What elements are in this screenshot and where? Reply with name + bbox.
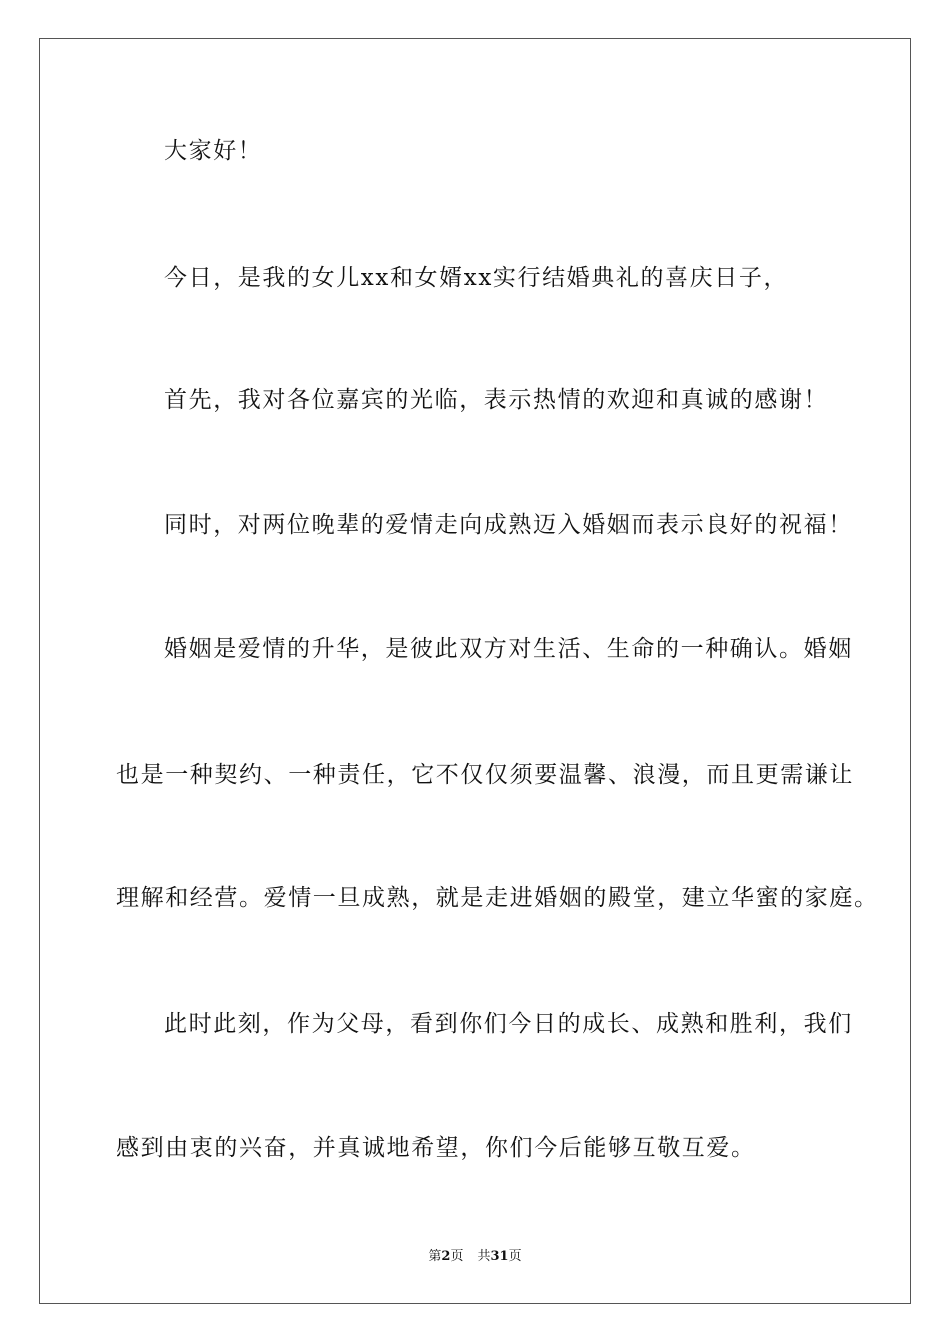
paragraph-thanks: 首先，我对各位嘉宾的光临，表示热情的欢迎和真诚的感谢！ [164, 387, 829, 413]
total-pages: 31 [490, 1249, 509, 1264]
paragraph-marriage-line-1: 婚姻是爱情的升华，是彼此双方对生活、生命的一种确认。婚姻 [164, 636, 853, 662]
page-prefix: 第 [428, 1249, 442, 1264]
paragraph-parents-line-2: 感到由衷的兴奋，并真诚地希望，你们今后能够互敬互爱。 [116, 1135, 756, 1161]
paragraph-blessing: 同时，对两位晚辈的爱情走向成熟迈入婚姻而表示良好的祝福！ [164, 512, 853, 538]
paragraph-parents-line-1: 此时此刻，作为父母，看到你们今日的成长、成熟和胜利，我们 [164, 1011, 853, 1037]
page-border [39, 38, 911, 1304]
page-footer [0, 1248, 950, 1266]
page-suffix: 页 [450, 1249, 464, 1264]
paragraph-marriage-line-2: 也是一种契约、一种责任，它不仅仅须要温馨、浪漫，而且更需谦让 [116, 762, 854, 788]
paragraph-occasion: 今日，是我的女儿xx和女婿xx实行结婚典礼的喜庆日子， [164, 265, 789, 291]
paragraph-greeting: 大家好！ [164, 138, 263, 164]
total-suffix: 页 [508, 1249, 522, 1264]
paragraph-marriage-line-3: 理解和经营。爱情一旦成熟，就是走进婚姻的殿堂，建立华蜜的家庭。 [116, 885, 879, 911]
page-number: 2 [441, 1249, 451, 1264]
total-prefix: 共 [477, 1249, 491, 1264]
